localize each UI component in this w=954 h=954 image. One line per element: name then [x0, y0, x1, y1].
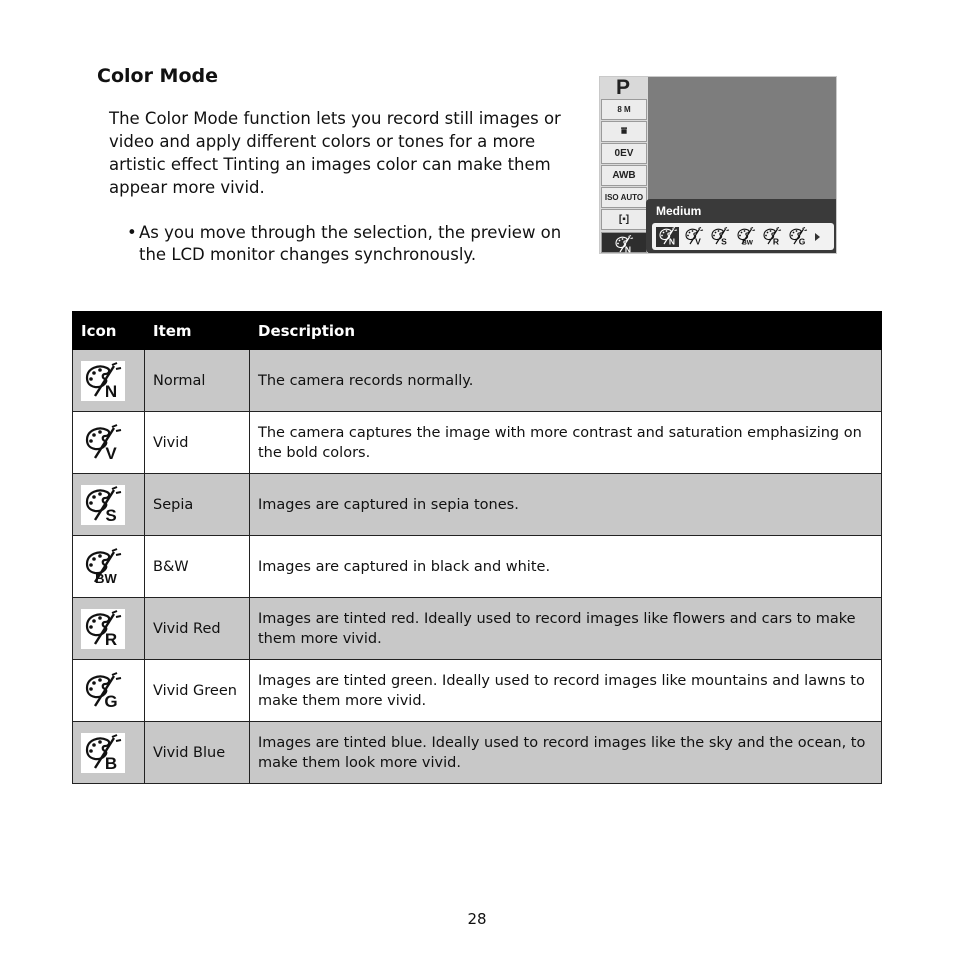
table-row: [73, 412, 882, 474]
table-row: [73, 536, 882, 598]
metering-icon: [▪]: [618, 214, 630, 225]
page-number: 28: [467, 910, 487, 928]
table-row: [73, 722, 882, 784]
lcd-option-strip: [652, 223, 834, 250]
bullet-item: [127, 222, 577, 266]
lcd-option-bw-icon: [734, 227, 757, 247]
svg-text:BW: BW: [95, 570, 117, 586]
table-cell-item: Vivid Blue: [145, 722, 250, 784]
lcd-menu-item: [601, 209, 647, 230]
resolution-icon: 8 M: [617, 105, 631, 114]
svg-text:S: S: [105, 505, 117, 524]
table-cell-item: Normal: [145, 350, 250, 412]
intro-paragraph: The Color Mode function lets you record still images or video and apply different colors or tones for a more artistic effect Tinting an images color can make them appear more vivid.: [109, 109, 561, 197]
table-cell-item: Sepia: [145, 474, 250, 536]
lcd-option-v-icon: [682, 227, 705, 247]
svg-text:R: R: [104, 629, 118, 648]
lcd-menu-item: [601, 232, 647, 253]
color-mode-s-icon: [81, 485, 125, 525]
lcd-option-g-icon: [786, 227, 809, 247]
table-cell-icon: [73, 660, 145, 722]
table-cell-icon: [73, 722, 145, 784]
svg-text:N: N: [624, 244, 632, 254]
lcd-menu-item: [601, 99, 647, 120]
table-row: [73, 598, 882, 660]
svg-text:B: B: [104, 753, 118, 772]
table-cell-description: The camera captures the image with more contrast and saturation emphasizing on the bold colors.: [250, 412, 882, 474]
table-cell-description: Images are captured in black and white.: [250, 536, 882, 598]
table-cell-description: The camera records normally.: [250, 350, 882, 412]
lcd-option-n-icon: [656, 227, 679, 247]
lcd-menu-label: AWB: [612, 170, 636, 181]
lcd-option-s-icon: [708, 227, 731, 247]
table-cell-description: Images are captured in sepia tones.: [250, 474, 882, 536]
lcd-menu-item: [601, 165, 647, 186]
table-cell-item: Vivid Red: [145, 598, 250, 660]
table-row: [73, 474, 882, 536]
table-cell-item: B&W: [145, 536, 250, 598]
lcd-option-panel: [646, 199, 836, 253]
color-mode-r-icon: [81, 609, 125, 649]
header-description: Description: [250, 312, 882, 350]
color-mode-g-icon: [81, 671, 125, 711]
table-cell-icon: [73, 350, 145, 412]
lcd-screen-preview: [599, 76, 837, 254]
svg-text:BW: BW: [741, 239, 753, 246]
lcd-menu-label: P: [616, 76, 631, 99]
table-cell-description: Images are tinted red. Ideally used to record images like flowers and cars to make them more vivid.: [250, 598, 882, 660]
color-mode-v-icon: [81, 423, 125, 463]
lcd-menu-item: [601, 121, 647, 142]
table-cell-icon: [73, 474, 145, 536]
svg-text:R: R: [772, 236, 779, 246]
table-cell-icon: [73, 598, 145, 660]
table-row: [73, 660, 882, 722]
svg-text:N: N: [104, 381, 118, 400]
table-cell-description: Images are tinted green. Ideally used to record images like mountains and lawns to make them more vivid.: [250, 660, 882, 722]
lcd-menu-item: [601, 187, 647, 208]
color-mode-n-icon: [81, 361, 125, 401]
lcd-menu-item: [601, 143, 647, 164]
lcd-panel-label: Medium: [656, 204, 702, 218]
lcd-menu-item: [601, 77, 647, 98]
lcd-menu: [600, 77, 648, 253]
svg-text:V: V: [105, 443, 117, 462]
bullet-text: As you move through the selection, the preview on the LCD monitor changes synchronously.: [139, 223, 562, 264]
color-mode-icon: [602, 235, 646, 254]
svg-text:S: S: [720, 236, 727, 246]
color-mode-bw-icon: [81, 547, 125, 587]
table-cell-icon: [73, 412, 145, 474]
table-cell-description: Images are tinted blue. Ideally used to record images like the sky and the ocean, to make them look more vivid.: [250, 722, 882, 784]
svg-text:G: G: [104, 691, 118, 710]
color-mode-b-icon: [81, 733, 125, 773]
table-row: [73, 350, 882, 412]
arrow-right-icon: [815, 233, 820, 241]
header-item: Item: [145, 312, 250, 350]
quality-icon: ⩸: [620, 126, 628, 137]
color-mode-table: [72, 311, 882, 784]
svg-text:V: V: [694, 236, 701, 246]
lcd-option-r-icon: [760, 227, 783, 247]
table-cell-item: Vivid: [145, 412, 250, 474]
lcd-menu-label: ISO AUTO: [604, 193, 644, 202]
table-header-row: [73, 312, 882, 350]
svg-text:N: N: [668, 236, 675, 246]
svg-text:G: G: [798, 236, 805, 246]
header-icon: Icon: [73, 312, 145, 350]
lcd-menu-label: 0EV: [614, 148, 634, 159]
table-cell-icon: [73, 536, 145, 598]
bullet-dot-icon: •: [127, 223, 137, 242]
page-title: Color Mode: [97, 65, 218, 87]
table-cell-item: Vivid Green: [145, 660, 250, 722]
